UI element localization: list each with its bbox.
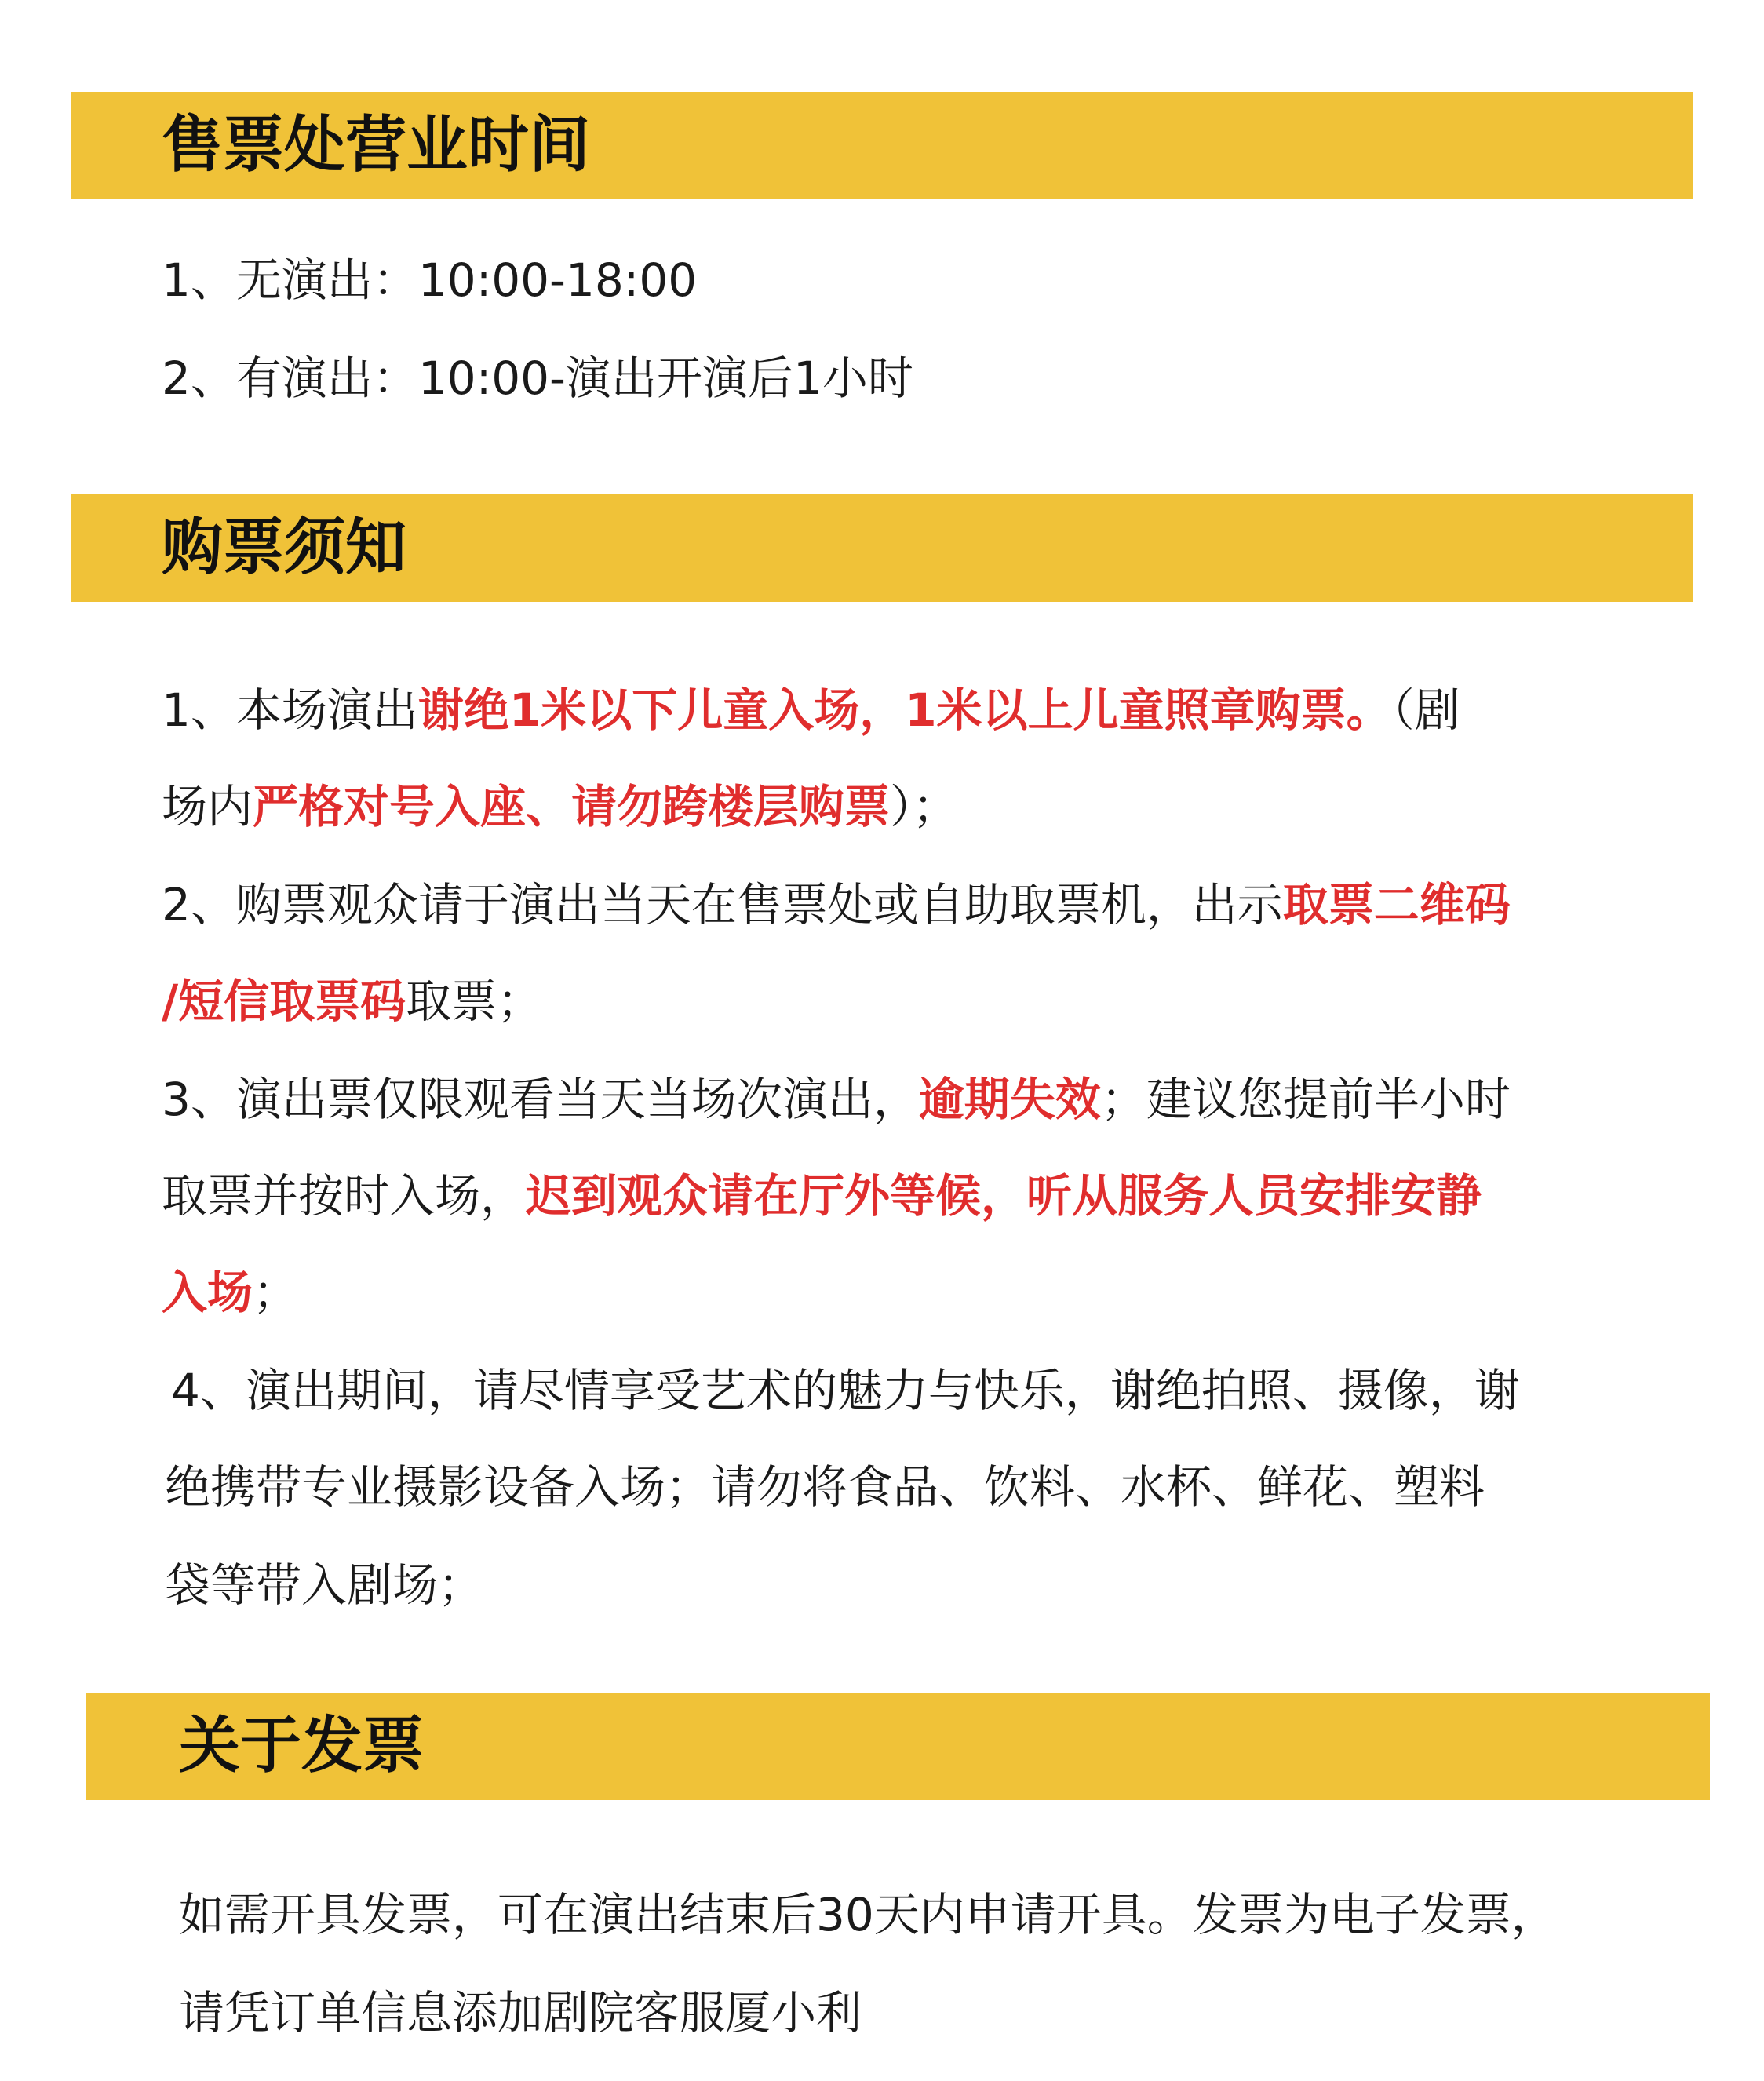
text-segment: （剧 [1391,683,1460,737]
invoice-line [179,1985,862,2040]
text-segment: 绝携带专业摄影设备入场；请勿将食品、饮料、水杯、鲜花、塑料 [165,1460,1485,1514]
text-segment: 3、演出票仅限观看当天当场次演出， [162,1073,919,1126]
notice-line [162,974,542,1029]
text-segment: 2、有演出：10:00-演出开演后1小时 [162,352,913,405]
highlight-text: /短信取票码 [162,975,406,1028]
highlight-text: 入场 [162,1266,253,1319]
notice-line [162,877,1511,932]
text-segment: 场内 [162,780,253,833]
section-header-ticket-notice [71,494,1693,602]
text-segment: 取票； [406,975,543,1028]
invoice-line [179,1887,1557,1942]
text-segment: ；建议您提前半小时 [1100,1073,1511,1126]
highlight-text: 严格对号入座、请勿跨楼层购票 [253,780,891,833]
text-segment: 袋等带入剧场； [165,1558,484,1612]
highlight-text: 迟到观众请在厅外等候，听从服务人员安排安静 [526,1169,1482,1223]
text-segment: 请凭订单信息添加剧院客服厦小利 [179,1986,862,2039]
highlight-text: 谢绝1米以下儿童入场，1米以上儿童照章购票。 [417,683,1392,737]
notice-line [162,779,958,834]
notice-line [171,1363,1520,1418]
notice-line [162,1168,1482,1223]
text-segment: 1、无演出：10:00-18:00 [162,253,698,307]
text-segment: 取票并按时入场， [162,1169,527,1223]
notice-line [162,683,1460,738]
section-title: 售票处营业时间 [162,110,591,180]
section-title: 关于发票 [179,1711,425,1781]
text-segment: 1、本场演出 [162,683,418,737]
highlight-text: 取票二维码 [1282,878,1511,931]
section-header-box-office-hours [71,92,1693,199]
hours-line [162,351,913,406]
section-header-invoice [86,1693,1710,1800]
text-segment: ）； [890,780,959,833]
notice-line [165,1558,483,1613]
section-title: 购票须知 [162,512,407,583]
text-segment: 2、购票观众请于演出当天在售票处或自助取票机，出示 [162,878,1283,931]
notice-line [165,1460,1485,1514]
hours-line [162,253,697,308]
notice-line [162,1265,298,1320]
notice-line [162,1072,1511,1127]
text-segment: 如需开具发票，可在演出结束后30天内申请开具。发票为电子发票， [179,1888,1557,1941]
highlight-text: 逾期失效 [918,1073,1101,1126]
text-segment: 4、演出期间，请尽情享受艺术的魅力与快乐，谢绝拍照、摄像，谢 [171,1364,1520,1417]
text-segment: ； [253,1266,299,1319]
